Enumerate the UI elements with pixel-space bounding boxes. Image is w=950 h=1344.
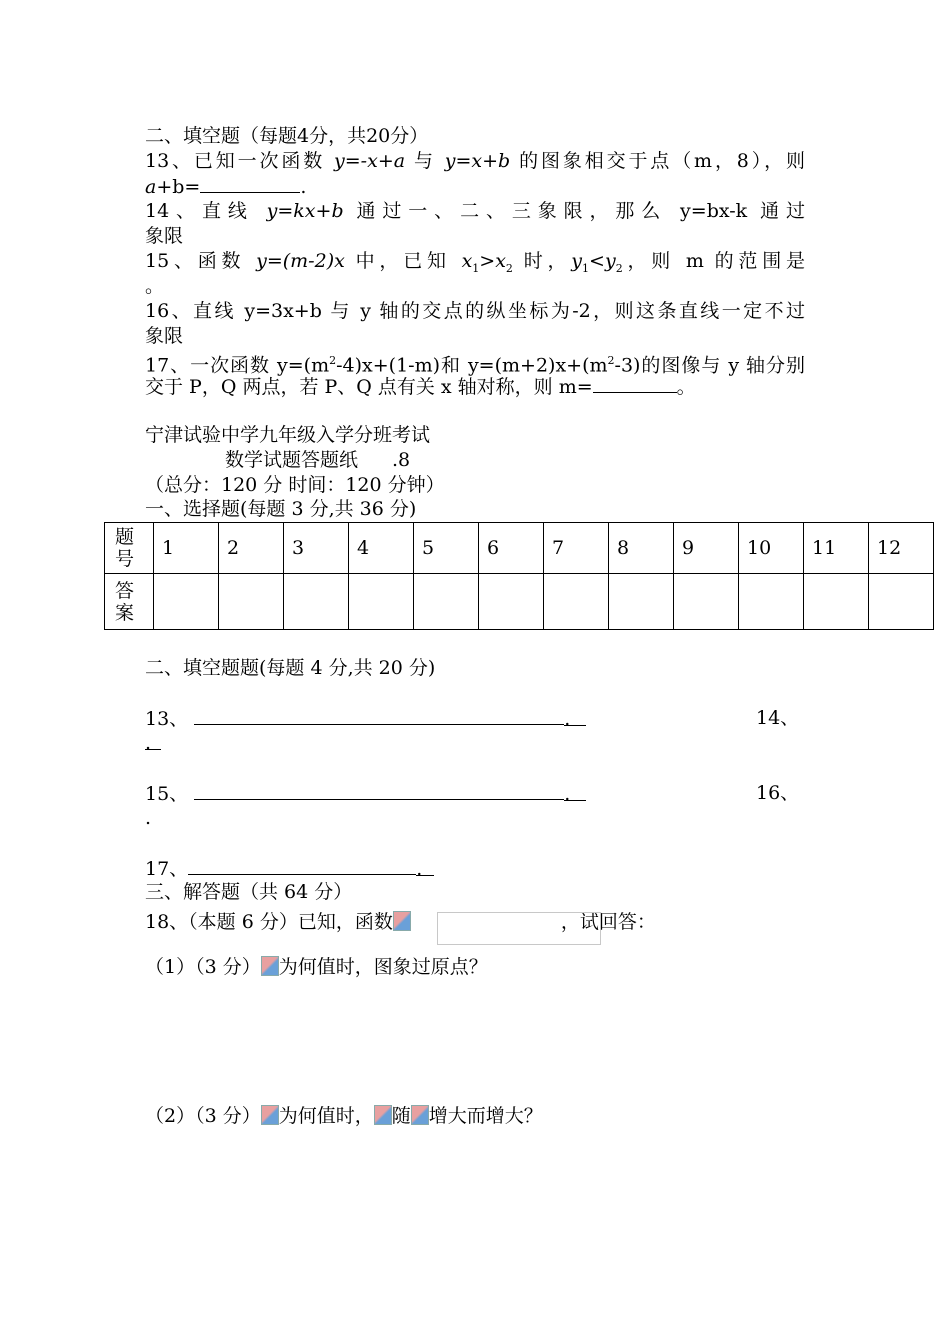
table-header-cell: 答 案 xyxy=(105,574,154,630)
blank-14-label: 14、 xyxy=(756,707,800,729)
answer-cell[interactable] xyxy=(219,574,284,630)
formula-image-icon xyxy=(261,1105,279,1125)
question-number: 10 xyxy=(739,523,804,574)
answer-cell[interactable] xyxy=(609,574,674,630)
question-number: 1 xyxy=(154,523,219,574)
question-number: 2 xyxy=(219,523,284,574)
question-number: 12 xyxy=(869,523,934,574)
answer-cell[interactable] xyxy=(349,574,414,630)
question-16-line2: 象限 xyxy=(145,325,184,347)
formula-image-icon xyxy=(411,1105,429,1125)
question-number: 11 xyxy=(804,523,869,574)
formula-image-icon xyxy=(261,956,279,976)
answer-cell[interactable] xyxy=(414,574,479,630)
formula-image-icon xyxy=(393,911,411,931)
question-14-line2: 象限 xyxy=(145,225,184,247)
blank-13: 13、 . xyxy=(145,706,586,731)
question-13: 13、已知一次函数 y=-x+a 与 y=x+b 的图象相交于点（m，8），则 xyxy=(145,150,805,172)
answer-cell[interactable] xyxy=(284,574,349,630)
answer-table xyxy=(104,522,934,630)
answer-cell[interactable] xyxy=(154,574,219,630)
question-16: 16、直线 y=3x+b 与 y 轴的交点的纵坐标为-2，则这条直线一定不过 xyxy=(145,300,805,322)
answer-line[interactable] xyxy=(188,856,416,875)
answer-cell[interactable] xyxy=(739,574,804,630)
answer-cell[interactable] xyxy=(544,574,609,630)
question-17: 17、一次函数 $y=(m^2-4)x+(1-m)$和 $y=(m+2)x+(m^2-3)$的图像与 y 轴分别 xyxy=(145,354,805,377)
exam-meta: （总分：120 分 时间：120 分钟） xyxy=(145,474,445,496)
answer-cell[interactable] xyxy=(804,574,869,630)
formula-image-frame xyxy=(437,912,601,945)
answer-blank xyxy=(593,374,677,393)
section2b-title: 二、填空题题(每题 4 分,共 20 分) xyxy=(145,657,436,679)
question-15: 15、函数 y=(m-2)x 中，已知 $x_1>x_2$ 时，$y_1<y_2$，则 m 的范围是 xyxy=(145,250,805,275)
blank-16-label: 16、 xyxy=(756,782,800,804)
question-18-part2: （2）（3 分） 为何值时， 随 增大而增大？ xyxy=(145,1105,543,1127)
table-header-cell: 题 号 xyxy=(105,523,154,574)
question-number: 5 xyxy=(414,523,479,574)
answer-cell[interactable] xyxy=(869,574,934,630)
table-row-answers xyxy=(105,574,934,630)
answer-blank xyxy=(200,174,300,193)
question-18-part1: （1）（3 分） 为何值时，图象过原点？ xyxy=(145,956,488,978)
blank-17: 17、 . xyxy=(145,856,434,881)
question-number: 4 xyxy=(349,523,414,574)
question-number: 8 xyxy=(609,523,674,574)
question-number: 7 xyxy=(544,523,609,574)
answer-cell[interactable] xyxy=(479,574,544,630)
blank-14-line[interactable]: . xyxy=(145,731,161,755)
answer-sheet-title: 数学试题答题纸 .8 xyxy=(225,449,411,471)
question-14: 14、直线 y=kx+b 通过一、二、三象限，那么 y=bx-k 通过 xyxy=(145,200,805,222)
answer-line[interactable] xyxy=(194,706,564,725)
section3-title: 三、解答题（共 64 分） xyxy=(145,881,353,903)
blank-16-line[interactable]: . xyxy=(145,807,152,829)
section2-title: 二、填空题（每题4分，共20分） xyxy=(145,125,429,147)
question-18: 18、（本题 6 分）已知，函数 ，试回答： xyxy=(145,911,656,933)
question-number: 6 xyxy=(479,523,544,574)
question-17-line2: 交于 P，Q 两点，若 P、Q 点有关 x 轴对称，则 m= 。 xyxy=(145,376,696,398)
blank-15: 15、 . xyxy=(145,781,586,806)
question-15-line2: 。 xyxy=(145,275,165,297)
formula-image-icon xyxy=(374,1105,392,1125)
question-number: 3 xyxy=(284,523,349,574)
answer-cell[interactable] xyxy=(674,574,739,630)
section1-title: 一、选择题(每题 3 分,共 36 分) xyxy=(145,498,417,520)
table-row-numbers xyxy=(105,523,934,574)
school-title: 宁津试验中学九年级入学分班考试 xyxy=(145,424,431,446)
question-number: 9 xyxy=(674,523,739,574)
answer-line[interactable] xyxy=(194,781,564,800)
question-13-line2: a+b= . xyxy=(145,176,307,198)
